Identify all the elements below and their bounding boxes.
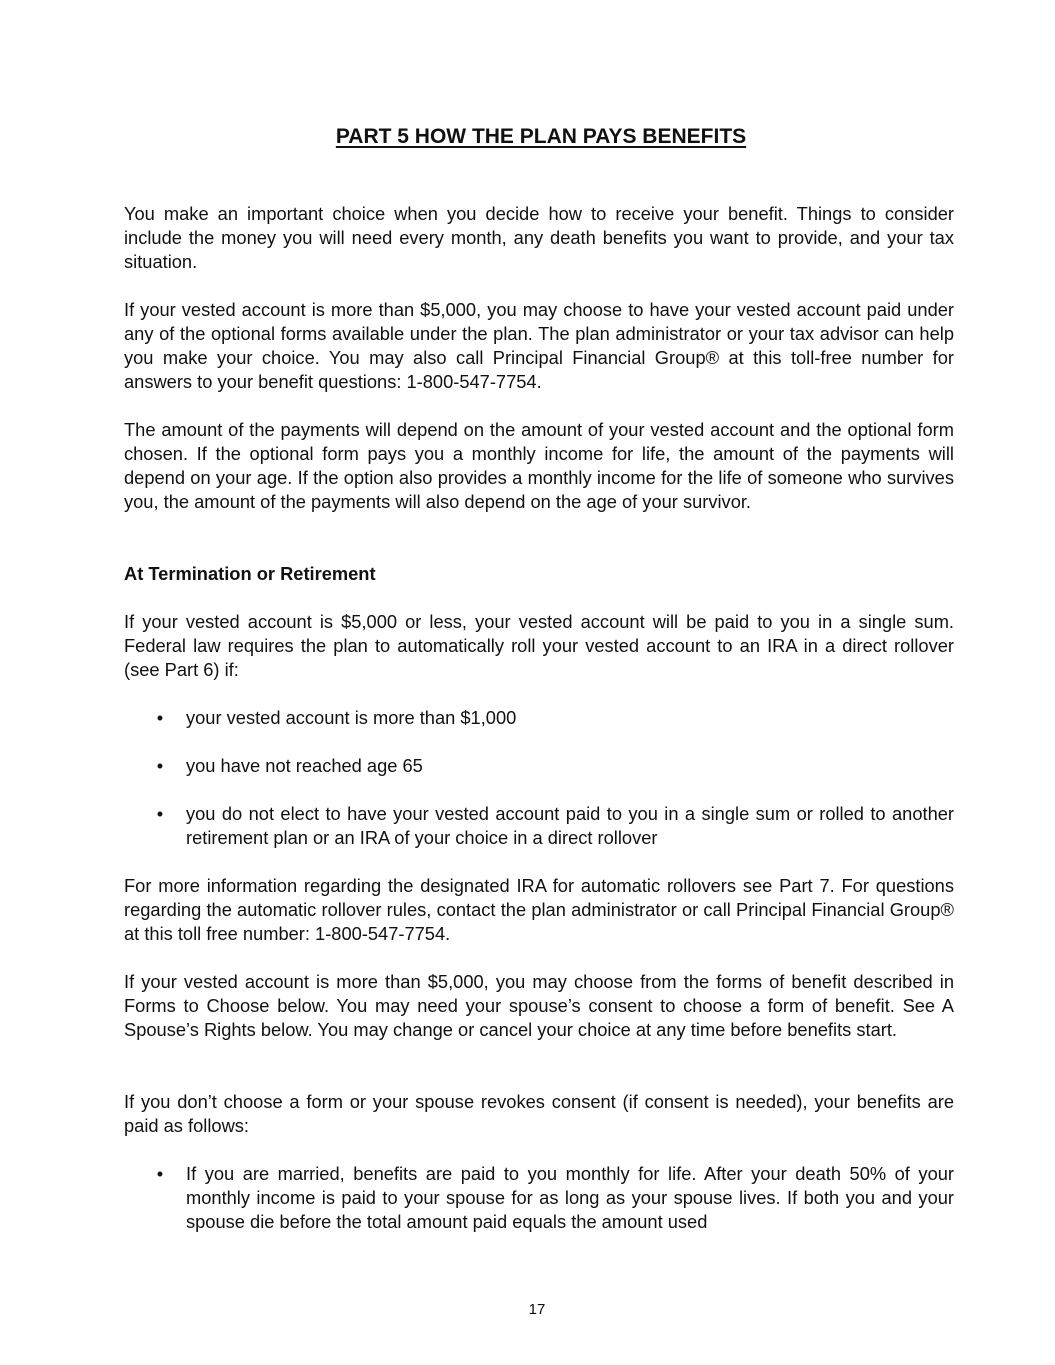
bullet-marker: • — [156, 1163, 164, 1184]
bullet-marker: • — [156, 707, 164, 728]
paragraph-forms-of-benefit: If your vested account is more than $5,000, you may choose from the forms of benefit described in Forms to Choose below. You may need your spouse’s consent to choose a form of benefit. See A Spouse’s Rights below. You may change or cancel your choice at any time before benefits start. — [124, 971, 954, 1040]
section-heading-termination: At Termination or Retirement — [124, 563, 376, 584]
bullet-marker: • — [156, 803, 164, 824]
bullet-text: your vested account is more than $1,000 — [186, 707, 517, 728]
paragraph-payment-amount: The amount of the payments will depend on the amount of your vested account and the optional form chosen. If the optional form pays you a monthly income for life, the amount of the payments will depend on your age. If the option also provides a monthly income for the life of someone who survives you, the amount of the payments will also depend on the age of your survivor. — [124, 419, 954, 512]
bullet-text: you do not elect to have your vested account paid to you in a single sum or rolled to another retirement plan or an IRA of your choice in a direct rollover — [186, 803, 954, 848]
bullet-marker: • — [156, 755, 164, 776]
paragraph-single-sum: If your vested account is $5,000 or less, your vested account will be paid to you in a single sum. Federal law requires the plan to automatically roll your vested account to an IRA in a direct rollover (see Part 6) if: — [124, 611, 954, 680]
page-title: PART 5 HOW THE PLAN PAYS BENEFITS — [335, 125, 747, 148]
paragraph-designated-ira: For more information regarding the designated IRA for automatic rollovers see Part 7. For questions regarding the automatic rollover rules, contact the plan administrator or call Principal Financial Group® at this toll free number: 1-800-547-7754. — [124, 875, 954, 944]
bullet-text: If you are married, benefits are paid to you monthly for life. After your death 50% of your monthly income is paid to your spouse for as long as your spouse lives. If both you and your spouse die before the total amount paid equals the amount used — [186, 1163, 954, 1232]
paragraph-benefit-choice: You make an important choice when you decide how to receive your benefit. Things to consider include the money you will need every month, any death benefits you want to provide, and your tax situation. — [124, 203, 954, 272]
bullet-text: you have not reached age 65 — [186, 755, 423, 776]
paragraph-optional-forms: If your vested account is more than $5,000, you may choose to have your vested account paid under any of the optional forms available under the plan. The plan administrator or your tax advisor can help you make your choice. You may also call Principal Financial Group® at this toll-free number for answers to your benefit questions: 1-800-547-7754. — [124, 299, 954, 392]
paragraph-default-payment: If you don’t choose a form or your spouse revokes consent (if consent is needed), your benefits are paid as follows: — [124, 1091, 954, 1136]
page-number: 17 — [528, 1301, 546, 1318]
